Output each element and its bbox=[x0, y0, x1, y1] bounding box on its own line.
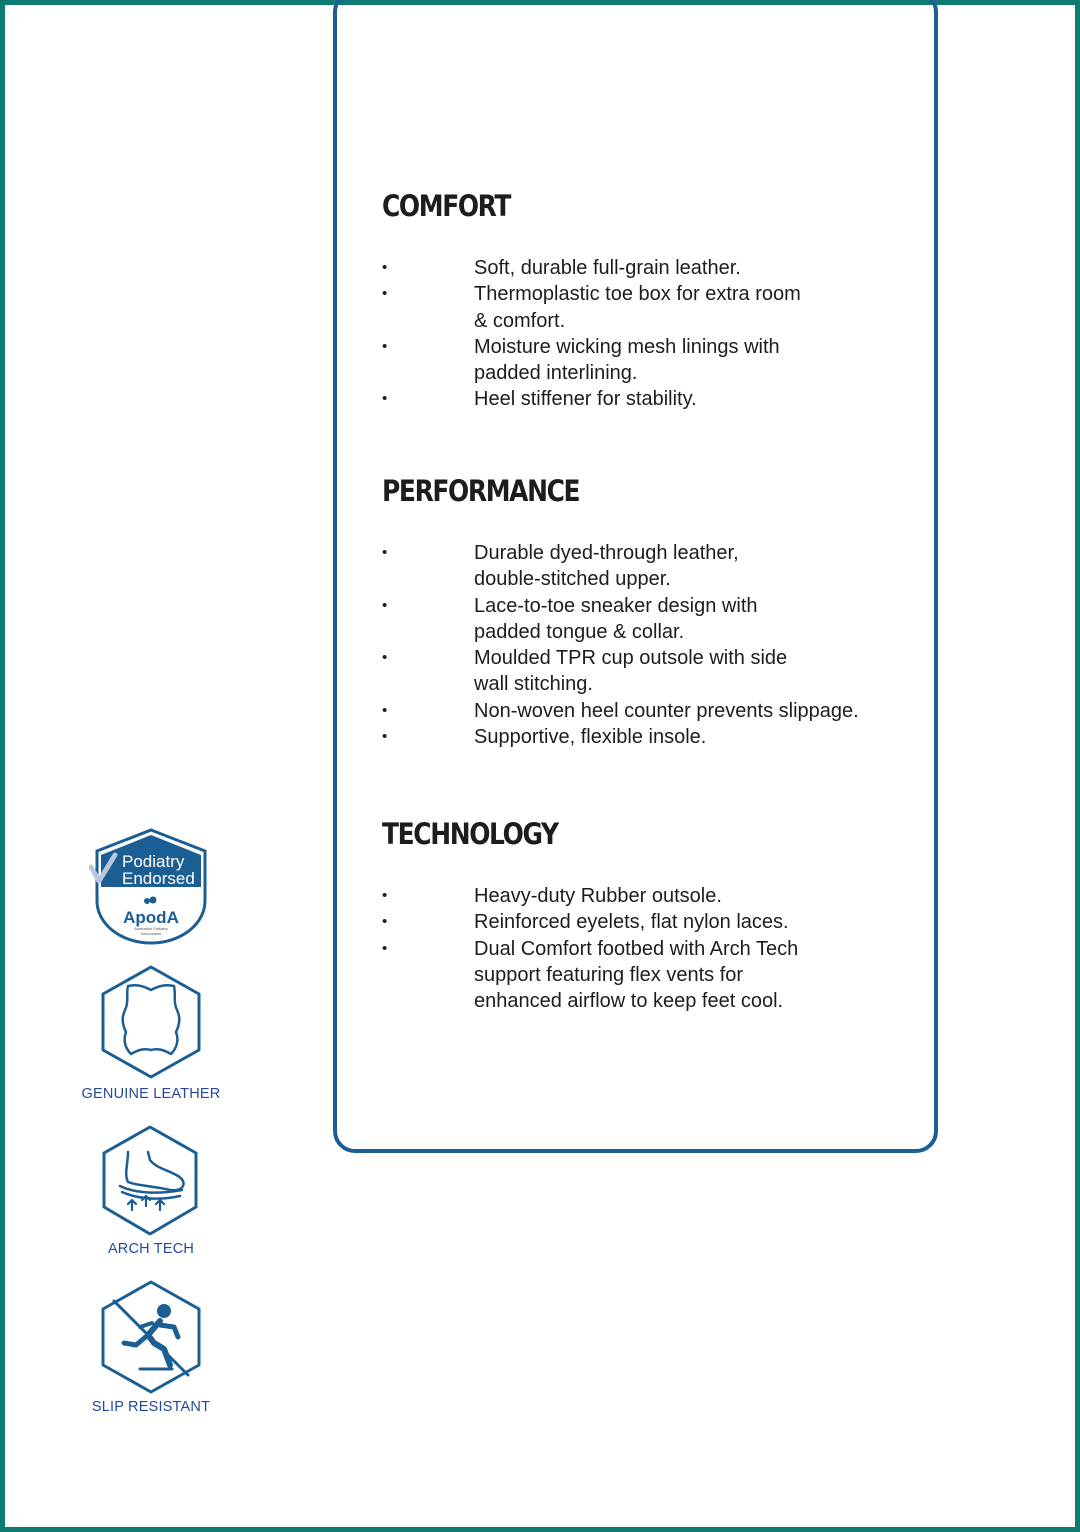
apoda-logo: ApodA bbox=[123, 908, 179, 927]
list-item: • Thermoplastic toe box for extra room & comfort. bbox=[382, 283, 801, 332]
apoda-sub1: Australian Podiatry bbox=[134, 926, 168, 931]
list-item: • Non-woven heel counter prevents slippage. bbox=[382, 699, 859, 722]
arch-foot-icon bbox=[100, 1124, 200, 1238]
podiatry-endorsed-icon bbox=[89, 827, 213, 945]
section-title-technology: TECHNOLOGY bbox=[382, 817, 558, 851]
list-item: • Soft, durable full-grain leather. bbox=[382, 257, 741, 279]
apoda-sub2: Association bbox=[140, 931, 162, 936]
comfort-list bbox=[382, 255, 922, 413]
list-item: • Durable dyed-through leather, double-stitched upper. bbox=[382, 542, 739, 591]
list-item: • Moisture wicking mesh linings with padded interlining. bbox=[382, 335, 780, 385]
list-item: • Heel stiffener for stability. bbox=[382, 388, 697, 411]
performance-list bbox=[382, 540, 922, 750]
arch-tech-label: ARCH TECH bbox=[107, 1241, 195, 1257]
list-item: • Dual Comfort footbed with Arch Tech support featuring flex vents for enhanced airflow to keep feet cool. bbox=[382, 937, 799, 1013]
section-title-comfort: COMFORT bbox=[382, 189, 511, 223]
list-item: • Moulded TPR cup outsole with side wall stitching. bbox=[382, 647, 788, 696]
technology-list bbox=[382, 883, 922, 1014]
list-item: • Supportive, flexible insole. bbox=[382, 726, 707, 749]
slip-resistant-label: SLIP RESISTANT bbox=[91, 1399, 211, 1415]
list-item: • Lace-to-toe sneaker design with padded tongue & collar. bbox=[382, 594, 758, 643]
podiatry-line1: Podiatry bbox=[122, 852, 185, 871]
list-item: • Heavy-duty Rubber outsole. bbox=[382, 885, 722, 907]
leather-hide-icon bbox=[98, 964, 204, 1082]
genuine-leather-label: GENUINE LEATHER bbox=[81, 1086, 221, 1102]
list-item: • Reinforced eyelets, flat nylon laces. bbox=[382, 911, 789, 934]
slip-resistant-icon bbox=[98, 1279, 204, 1397]
podiatry-line2: Endorsed bbox=[122, 869, 195, 888]
section-title-performance: PERFORMANCE bbox=[382, 474, 580, 508]
